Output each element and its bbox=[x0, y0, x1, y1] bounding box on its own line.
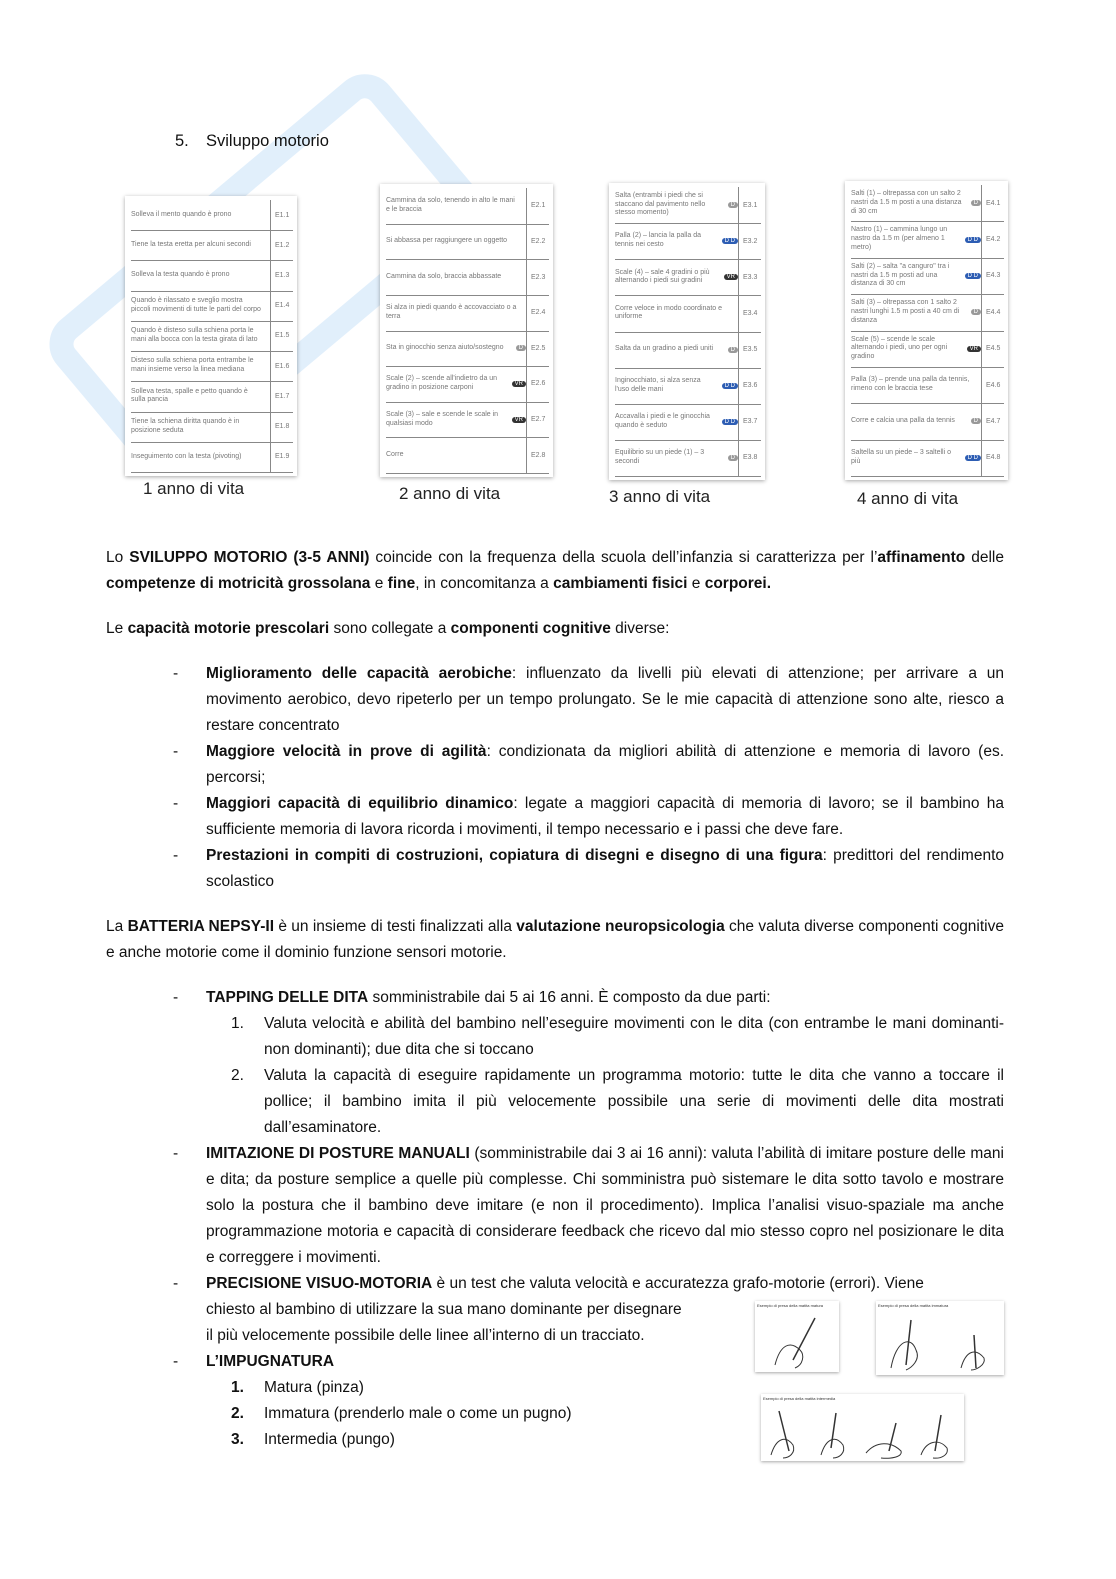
table-row bbox=[851, 367, 1004, 404]
milestone-table-year1 bbox=[125, 196, 297, 476]
milestone-badge: D bbox=[971, 200, 981, 206]
milestone-code: E3.8 bbox=[738, 440, 761, 476]
table-row bbox=[615, 440, 761, 477]
nepsy-list bbox=[106, 985, 1004, 1453]
milestone-code: E3.6 bbox=[738, 368, 761, 404]
milestone-badge: D bbox=[516, 345, 526, 351]
milestone-text: Inginocchiato, si alza senza l'uso delle mani bbox=[615, 376, 701, 393]
section-title: Sviluppo motorio bbox=[206, 132, 329, 150]
list-item: - Maggiore velocità in prove di agilità: condizionata da migliori abilità di attenzione e memoria di lavoro (es. percorsi; bbox=[173, 743, 1004, 786]
milestone-text: Si alza in piedi quando è accovacciato o a terra bbox=[386, 303, 517, 320]
table-caption-year3: 3 anno di vita bbox=[609, 487, 711, 506]
milestone-text: Salti (2) – salta "a canguro" tra i nastri da 1.5 m posti ad una distanza di 30 cm bbox=[851, 262, 950, 288]
table-row bbox=[131, 381, 293, 412]
table-row bbox=[615, 404, 761, 441]
milestone-code: E1.6 bbox=[270, 351, 293, 381]
milestone-text: Inseguimento con la testa (pivoting) bbox=[131, 452, 242, 460]
milestone-text: Corre bbox=[386, 450, 404, 458]
milestone-badge: D bbox=[728, 455, 738, 461]
milestone-text: Equilibrio su un piede (1) – 3 secondi bbox=[615, 449, 705, 465]
table-row bbox=[386, 224, 549, 261]
milestone-code: E1.9 bbox=[270, 442, 293, 472]
table-row bbox=[386, 331, 549, 368]
milestone-code: E2.8 bbox=[526, 437, 549, 473]
milestone-code: E3.4 bbox=[738, 295, 761, 331]
table-row bbox=[131, 351, 293, 382]
milestone-text: Salti (3) – oltrepassa con 1 salto 2 nastri lunghi 1.5 m posti a 40 cm di distanza bbox=[851, 299, 960, 324]
milestone-text: Scale (3) – sale e scende le scale in qualsiasi modo bbox=[386, 410, 499, 427]
milestone-code: E1.1 bbox=[270, 200, 293, 230]
milestone-text: Palla (2) – lancia la palla da tennis nei cesto bbox=[615, 232, 701, 249]
milestone-code: E2.2 bbox=[526, 224, 549, 260]
paragraph-sviluppo: Lo SVILUPPO MOTORIO (3-5 ANNI) coincide con la frequenza della scuola dell’infanzia si caratterizza per l’affinamento delle competenze di motricità grossolana e fine, in concomitanza a cambiamenti fisici e corporei. bbox=[106, 549, 1004, 592]
milestone-code: E2.6 bbox=[526, 366, 549, 402]
milestone-code: E2.1 bbox=[526, 188, 549, 224]
milestone-badge: D D bbox=[965, 455, 981, 461]
milestone-text: Scale (2) – scende all'indietro da un gradino in posizione carponi bbox=[386, 375, 498, 391]
milestone-text: Sta in ginocchio senza aiuto/sostegno bbox=[386, 343, 504, 351]
milestone-table-year3 bbox=[609, 183, 765, 480]
milestone-badge: D bbox=[971, 309, 981, 315]
table-row bbox=[615, 332, 761, 369]
list-item-impugnatura: - L’IMPUGNATURA bbox=[173, 1353, 335, 1370]
table-row bbox=[131, 412, 293, 443]
grip-image-immature: Esempio di presa della matita immatura bbox=[876, 1301, 1004, 1375]
milestone-code: E4.4 bbox=[981, 294, 1004, 330]
milestone-text: Solleva la testa quando è prono bbox=[131, 271, 230, 279]
list-item: - Miglioramento delle capacità aerobiche: influenzato da livelli più elevati di attenzione; per arrivare a un movimento aerobico, devo ripeterlo per un tempo prolungato. Se le mie capacità di attenzione sono alte, riesco a restare concentrato bbox=[173, 665, 1005, 734]
milestone-code: E2.4 bbox=[526, 295, 549, 331]
milestone-badge: D D bbox=[722, 238, 738, 244]
milestone-code: E4.3 bbox=[981, 258, 1004, 294]
table-row bbox=[851, 440, 1004, 477]
milestone-code: E2.7 bbox=[526, 402, 549, 438]
table-caption-year2: 2 anno di vita bbox=[399, 484, 501, 503]
table-row bbox=[615, 295, 761, 332]
milestone-code: E1.2 bbox=[270, 230, 293, 260]
milestone-badge: VR bbox=[967, 346, 981, 352]
table-caption-year4: 4 anno di vita bbox=[857, 489, 959, 508]
sub-item: 1. Valuta velocità e abilità del bambino nell’eseguire movimenti con le dita (con entrambe le mani dominanti-non dominanti); due dita che si toccano bbox=[231, 1015, 1004, 1058]
paragraph-nepsy: La BATTERIA NEPSY-II è un insieme di testi finalizzati alla valutazione neuropsicologia che valuta diverse componenti cognitive e anche motorie come il dominio funzione sensori motorie. bbox=[106, 918, 1004, 961]
milestone-text: Quando è rilassato e sveglio mostra piccoli movimenti di tutte le parti del corpo bbox=[131, 297, 261, 313]
milestone-code: E1.7 bbox=[270, 381, 293, 411]
milestone-text: Salti (1) – oltrepassa con un salto 2 nastri da 1.5 m posti a una distanza di 30 cm bbox=[851, 190, 962, 215]
table-row bbox=[131, 321, 293, 352]
milestone-code: E2.5 bbox=[526, 331, 549, 367]
milestone-text: Salta (entrambi i piedi che si staccano dal pavimento nello stesso momento) bbox=[615, 191, 706, 217]
table-row bbox=[386, 295, 549, 332]
milestone-code: E4.5 bbox=[981, 331, 1004, 367]
milestone-code: E3.2 bbox=[738, 223, 761, 259]
milestone-text: Saltella su un piede – 3 saltelli o più bbox=[851, 449, 952, 465]
milestone-code: E1.4 bbox=[270, 291, 293, 321]
milestone-text: Salta da un gradino a piedi uniti bbox=[615, 345, 714, 353]
table-row bbox=[851, 331, 1004, 368]
table-row bbox=[131, 260, 293, 291]
table-row bbox=[386, 188, 549, 225]
milestone-badge: D D bbox=[722, 419, 738, 425]
milestone-text: Cammina da solo, braccia abbassate bbox=[386, 272, 502, 280]
table-row bbox=[386, 259, 549, 296]
table-caption-year1: 1 anno di vita bbox=[143, 479, 245, 498]
milestone-table-year2 bbox=[380, 184, 553, 477]
milestone-code: E1.5 bbox=[270, 321, 293, 351]
milestone-code: E2.3 bbox=[526, 259, 549, 295]
milestone-code: E3.5 bbox=[738, 332, 761, 368]
sub-item: 2. Valuta la capacità di eseguire rapidamente un programma motorio: tutte le dita che vanno a toccare il pollice; il bambino imita il più velocemente possibile una serie di movimenti delle dita mostrati dall’esaminatore. bbox=[231, 1067, 1004, 1136]
milestone-badge: VR bbox=[724, 274, 738, 280]
table-row bbox=[851, 221, 1004, 258]
milestone-code: E4.1 bbox=[981, 185, 1004, 221]
milestone-text: Si abbassa per raggiungere un oggetto bbox=[386, 237, 508, 245]
milestone-code: E1.3 bbox=[270, 260, 293, 290]
milestone-text: Disteso sulla schiena porta entrambe le mani insieme verso la linea mediana bbox=[131, 357, 254, 374]
milestone-code: E4.6 bbox=[981, 367, 1004, 403]
table-row bbox=[131, 230, 293, 261]
list-item: - Prestazioni in compiti di costruzioni, copiatura di disegni e disegno di una figura: predittori del rendimento scolastico bbox=[173, 847, 1005, 890]
section-number: 5. bbox=[175, 132, 189, 150]
sub-item: 2. Immatura (prenderlo male o come un pugno) bbox=[231, 1405, 572, 1422]
milestone-code: E4.8 bbox=[981, 440, 1004, 476]
table-row bbox=[131, 442, 293, 473]
capacita-list bbox=[106, 661, 1004, 895]
table-row bbox=[386, 402, 549, 439]
milestone-text: Cammina da solo, tenendo in alto le mani e le braccia bbox=[386, 197, 515, 213]
milestone-text: Nastro (1) – cammina lungo un nastro da 1.5 m (per almeno 1 metro) bbox=[851, 226, 948, 251]
grip-image-intermediate: Esempio di presa della matita intermedia bbox=[761, 1394, 964, 1461]
table-row bbox=[851, 403, 1004, 440]
milestone-badge: D bbox=[728, 347, 738, 353]
list-item-tapping: - TAPPING DELLE DITA somministrabile dai 5 ai 16 anni. È composto da due parti: bbox=[173, 989, 771, 1006]
milestone-text: Solleva il mento quando è prono bbox=[131, 210, 232, 218]
milestone-code: E4.7 bbox=[981, 403, 1004, 439]
sub-item: 3. Intermedia (pungo) bbox=[231, 1431, 395, 1448]
milestone-badge: D D bbox=[965, 273, 981, 279]
table-row bbox=[386, 437, 549, 474]
milestone-text: Solleva testa, spalle e petto quando è sulla pancia bbox=[131, 387, 248, 404]
milestone-code: E3.1 bbox=[738, 187, 761, 223]
table-row bbox=[615, 223, 761, 260]
list-item: - Maggiori capacità di equilibrio dinamico: legate a maggiori capacità di memoria di lavoro; se il bambino ha sufficiente memoria di lavora ricorda i movimenti, il tempo necessario e i passi che deve fare. bbox=[173, 795, 1004, 838]
milestone-badge: VR bbox=[512, 417, 526, 423]
milestone-text: Palla (3) – prende una palla da tennis, rimeno con le braccia tese bbox=[851, 376, 970, 393]
milestone-badge: D bbox=[728, 202, 738, 208]
milestone-code: E3.3 bbox=[738, 259, 761, 295]
section-heading bbox=[175, 132, 329, 151]
table-row bbox=[615, 368, 761, 405]
milestone-text: Quando è disteso sulla schiena porta le mani alla bocca con la testa girata di lato bbox=[131, 327, 258, 343]
table-row bbox=[615, 187, 761, 224]
milestone-text: Corre e calcia una palla da tennis bbox=[851, 417, 955, 425]
milestone-code: E4.2 bbox=[981, 221, 1004, 257]
table-row bbox=[131, 200, 293, 231]
list-item-imitazione: - IMITAZIONE DI POSTURE MANUALI (somministrabile dai 3 ai 16 anni): valuta l’abilità di imitare posture delle mani e dita; da posture semplice a quelle più complesse. Chi somministra può sistemare le dita sotto tavolo e mostrare solo la postura che il bambino deve imitare (e non il procedimento). Implica l’analisi visuo-spaziale ma anche programmazione motoria e capacità di considerare feedback che ricevo dal mio stesso copro nel posizionare le dita e correggere i movimenti. bbox=[173, 1145, 1004, 1266]
milestone-text: Tiene la schiena diritta quando è in posizione seduta bbox=[131, 417, 240, 434]
milestone-badge: D D bbox=[965, 237, 981, 243]
milestone-text: Tiene la testa eretta per alcuni secondi bbox=[131, 240, 251, 248]
milestone-text: Scale (4) – sale 4 gradini o più alternando i piedi sui gradini bbox=[615, 268, 710, 285]
table-row bbox=[851, 258, 1004, 295]
milestone-text: Corre veloce in modo coordinato e uniforme bbox=[615, 304, 723, 321]
table-row bbox=[851, 294, 1004, 331]
milestone-badge: VR bbox=[512, 381, 526, 387]
milestone-code: E1.8 bbox=[270, 412, 293, 442]
milestone-text: Accavalla i piedi e le ginocchia quando è seduto bbox=[615, 413, 710, 429]
grip-image-mature: Esempio di presa della matita matura bbox=[755, 1301, 839, 1372]
table-row bbox=[386, 366, 549, 403]
table-row bbox=[615, 259, 761, 296]
milestone-text: Scale (5) – scende le scale alternando i piedi, uno per ogni gradino bbox=[851, 335, 948, 361]
milestone-code: E3.7 bbox=[738, 404, 761, 440]
milestone-table-year4 bbox=[845, 181, 1008, 480]
table-row bbox=[131, 291, 293, 322]
list-item-precisione: - PRECISIONE VISUO-MOTORIA è un test che valuta velocità e accuratezza grafo-motorie (errori). Viene chiesto al bambino di utilizzare la sua mano dominante per disegnare il più velocemente possibile delle linee all’interno di un tracciato. bbox=[173, 1275, 924, 1344]
paragraph-capacita: Le capacità motorie prescolari sono collegate a componenti cognitive diverse: bbox=[106, 620, 670, 637]
table-row bbox=[851, 185, 1004, 222]
milestone-badge: D D bbox=[722, 383, 738, 389]
sub-item: 1. Matura (pinza) bbox=[231, 1379, 364, 1396]
milestone-badge: D bbox=[971, 418, 981, 424]
